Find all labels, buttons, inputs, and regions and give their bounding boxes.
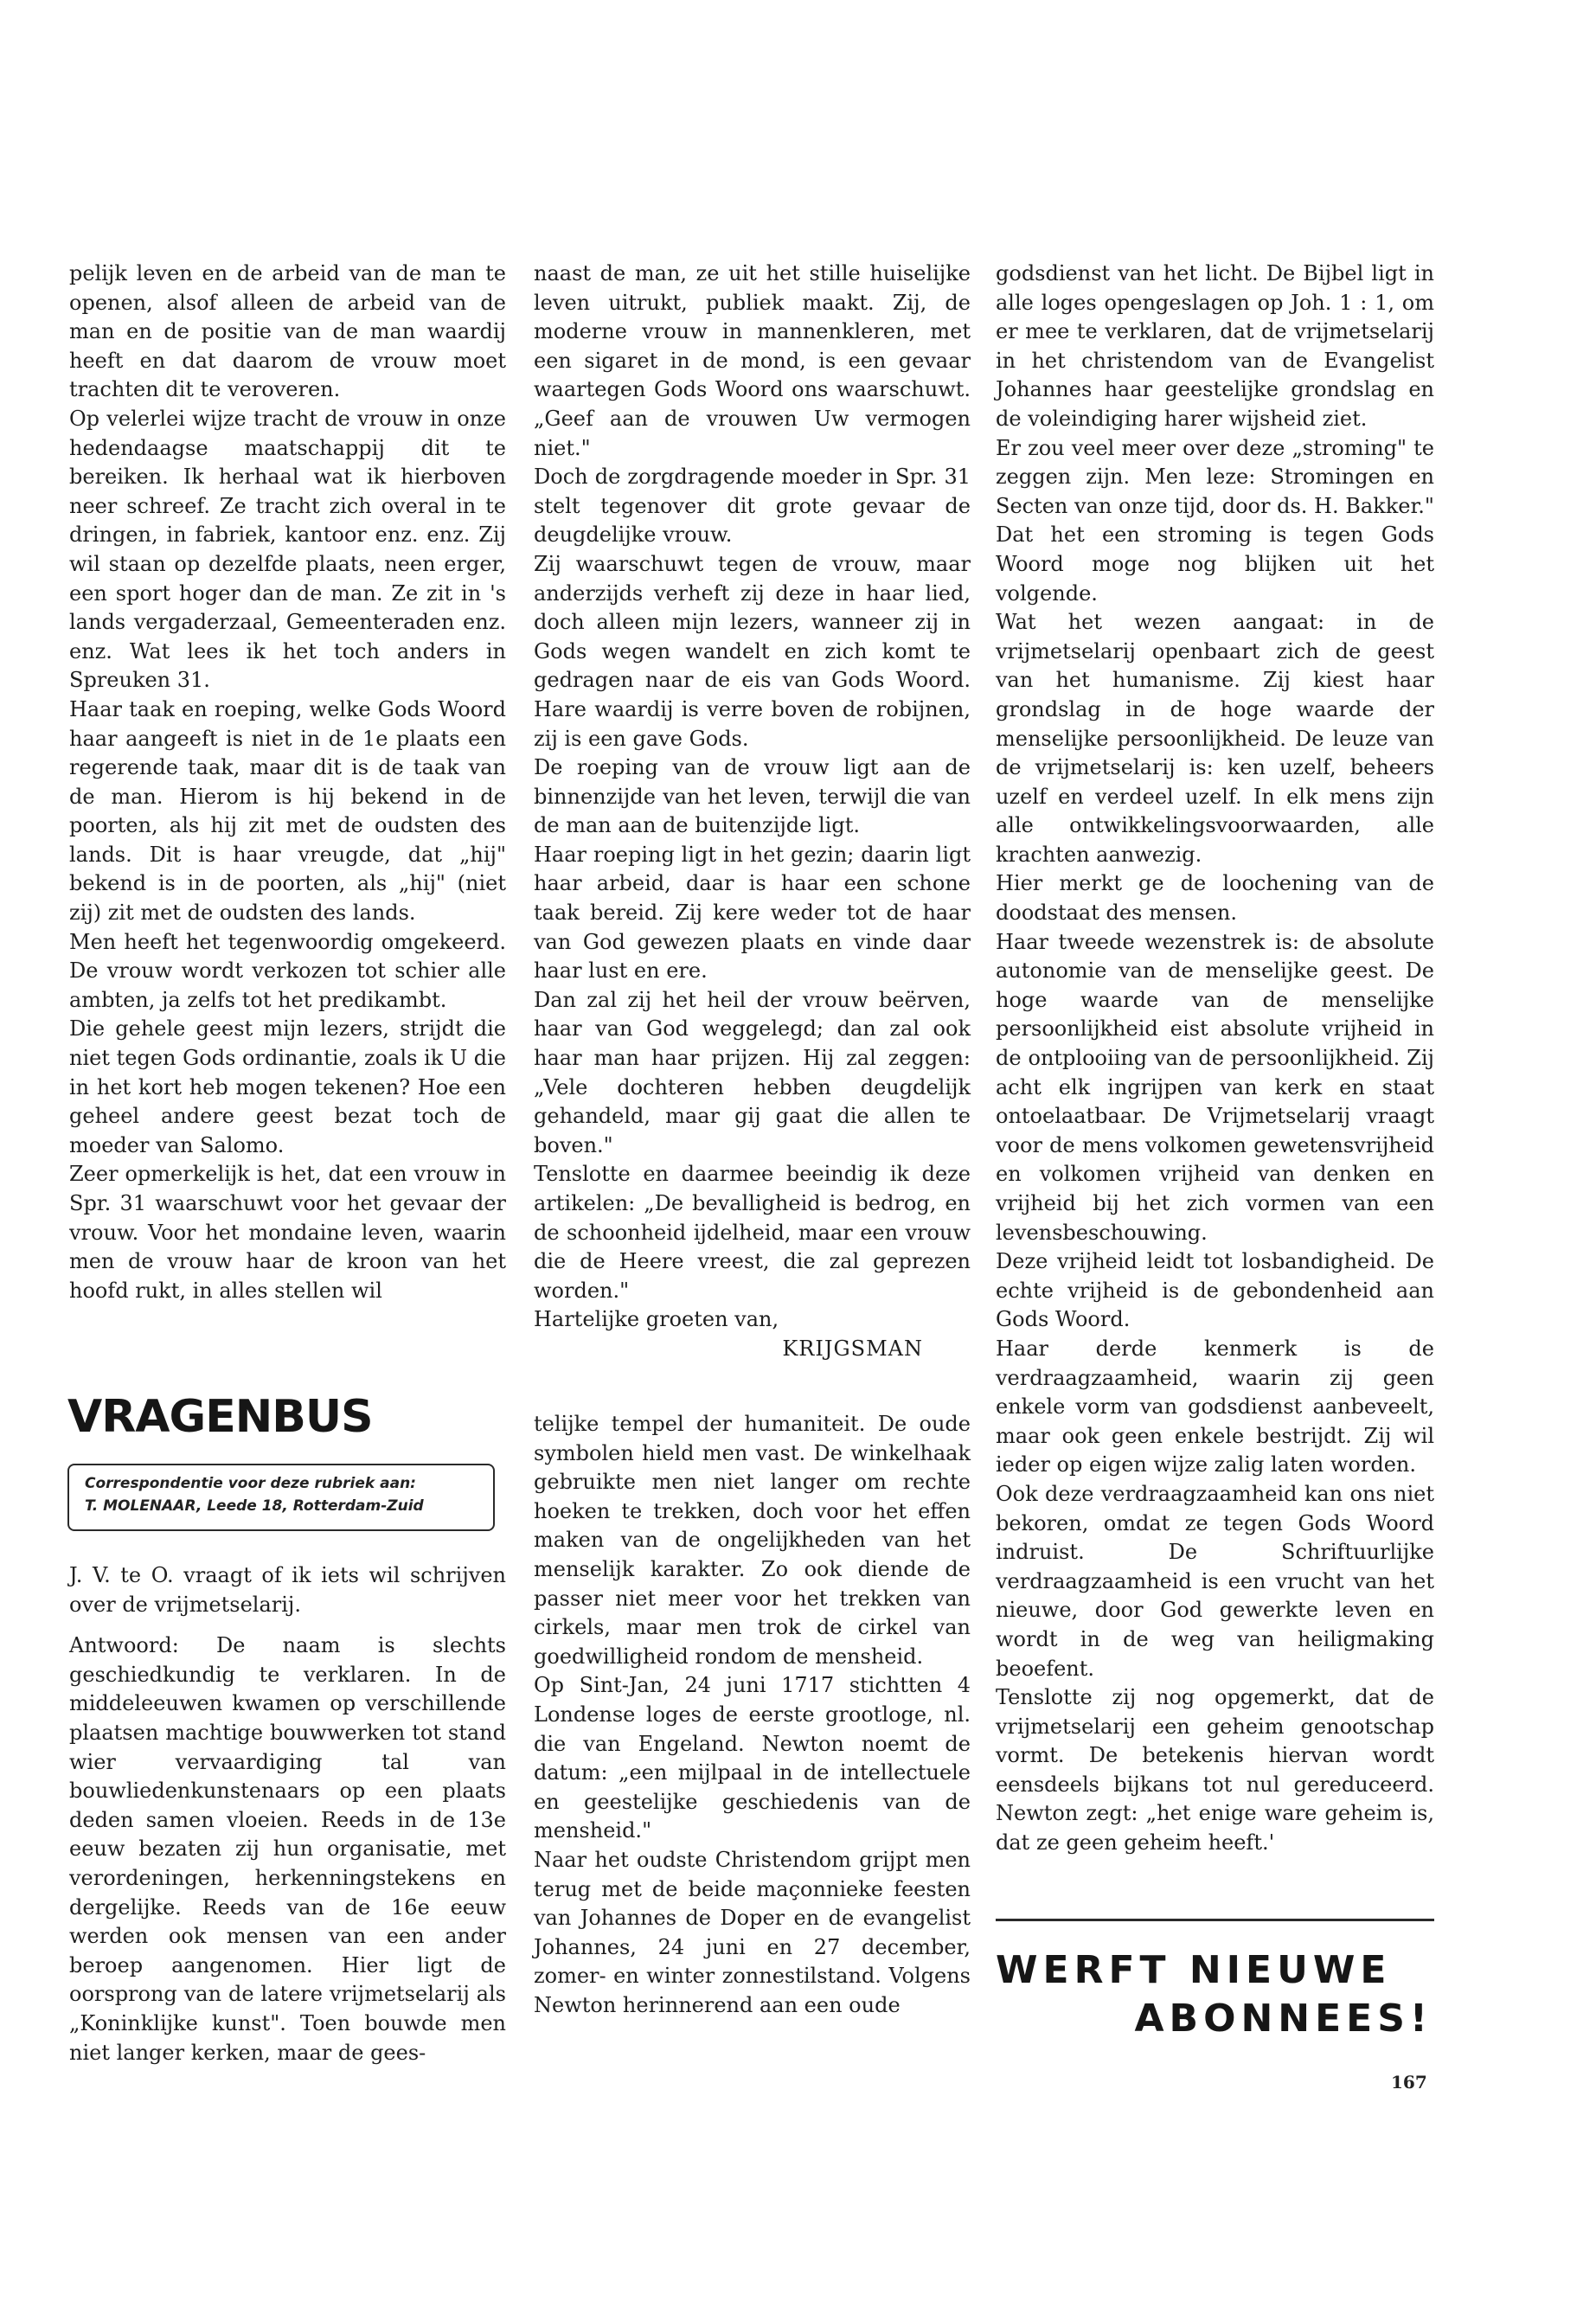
- paragraph: Haar taak en roeping, welke Gods Woord haar aangeeft is niet in de 1e plaats een regerende taak, maar dit is de taak van de man. Hierom is hij bekend in de poorten, als hij zit met de oudsten des lands. Dit is haar vreugde, dat „hij" bekend is in de poorten, als „hij" (niet zij) zit met de oudsten des lands.: [69, 696, 506, 926]
- paragraph: Op Sint-Jan, 24 juni 1717 stichtten 4 Londense loges de eerste grootloge, nl. die van Engeland. Newton noemt de datum: „een mijlpaal in de intellectuele en geestelijke geschiedenis van de mensheid.": [534, 1673, 971, 1843]
- paragraph: Antwoord: De naam is slechts geschiedkundig te verklaren. In de middeleeuwen kwamen op verschillende plaatsen machtige bouwwerken tot stand wier vervaardiging tal van bouwliedenkunstenaars op een plaats deden samen vloeien. Reeds in de 13e eeuw bezaten zij hun organisatie, met verordeningen, herkenningstekens en dergelijke. Reeds van de 16e eeuw werden ook mensen van een ander beroep aangenomen. Hier ligt de oorsprong van de latere vrijmetselarij als „Koninklijke kunst". Toen bouwde men niet langer kerken, maar de gees-: [69, 1633, 506, 2065]
- paragraph: Tenslotte en daarmee beeindig ik deze artikelen: „De bevalligheid is bedrog, en de schoonheid ijdelheid, maar een vrouw die de Heere vreest, die zal geprezen worden.": [534, 1162, 971, 1303]
- paragraph: godsdienst van het licht. De Bijbel ligt in alle loges opengeslagen op Joh. 1 : 1, om er mee te verklaren, dat de vrijmetselarij in het christendom van de Evangelist Johannes haar geestelijke grondslag en de voleindiging harer wijsheid ziet.: [996, 261, 1434, 431]
- paragraph: Wat het wezen aangaat: in de vrijmetselarij openbaart zich de geest van het humanisme. Zij kiest haar grondslag in de hoge waarde der menselijke persoonlijkheid. De leuze van de vrijmetselarij is: ken uzelf, beheers uzelf en verdeel uzelf. In elk mens zijn alle ontwikkelingsvoorwaarden, alle krachten aanwezig.: [996, 610, 1434, 867]
- author-signature: KRIJGSMAN: [782, 1336, 923, 1361]
- paragraph: Haar tweede wezenstrek is: de absolute autonomie van de menselijke geest. De hoge waarde van de menselijke persoonlijkheid eist absolute vrijheid in de ontplooiing van de persoonlijkheid. Zij acht elk ingrijpen van kerk en staat ontoelaatbaar. De Vrijmetselarij vraagt voor de mens volkomen gewetensvrijheid en volkomen vrijheid van denken en vrijheid bij het zich vormen van een levensbeschouwing.: [996, 929, 1434, 1245]
- paragraph: Zeer opmerkelijk is het, dat een vrouw in Spr. 31 waarschuwt voor het gevaar der vrouw. Voor het mondaine leven, waarin men de vrouw haar de kroon van het hoofd rukt, in alles stellen wil: [69, 1162, 506, 1303]
- vragenbus-column-2: [534, 1410, 971, 2020]
- paragraph: Haar derde kenmerk is de verdraagzaamheid, waarin zij geen enkele vorm van godsdienst aanbeveelt, maar ook geen enkele bestrijdt. Zij wil ieder op eigen wijze zalig laten worden.: [996, 1336, 1434, 1477]
- paragraph: pelijk leven en de arbeid van de man te openen, alsof alleen de arbeid van de man en de positie van de man waardij heeft en dat daarom de vrouw moet trachten dit te veroveren.: [69, 261, 506, 402]
- correspondence-address: T. MOLENAAR, Leede 18, Rotterdam-Zuid: [85, 1497, 424, 1515]
- promo-line-1: WERFT NIEUWE: [996, 1948, 1392, 1992]
- paragraph: Men heeft het tegenwoordig omgekeerd. De vrouw wordt verkozen tot schier alle ambten, ja zelfs tot het predikambt.: [69, 929, 506, 1012]
- paragraph: naast de man, ze uit het stille huiselijke leven uitrukt, publiek maakt. Zij, de moderne vrouw in mannenkleren, met een sigaret in de mond, is een gevaar waartegen Gods Woord ons waarschuwt. „Geef aan de vrouwen Uw vermogen niet.": [534, 261, 971, 460]
- paragraph: Haar roeping ligt in het gezin; daarin ligt haar arbeid, daar is haar een schone taak bereid. Zij kere weder tot de haar van God gewezen plaats en vinde daar haar lust en ere.: [534, 842, 971, 984]
- vragenbus-column-1: [69, 1561, 506, 2067]
- paragraph: Die gehele geest mijn lezers, strijdt die niet tegen Gods ordinantie, zoals ik U die in het kort heb mogen tekenen? Hoe een geheel andere geest bezat toch de moeder van Salomo.: [69, 1016, 506, 1157]
- paragraph: Ook deze verdraagzaamheid kan ons niet bekoren, omdat ze tegen Gods Woord indruist. De Schriftuurlijke verdraagzaamheid is een vrucht van het nieuwe, door God gewerkte leven en wordt in de weg van heiligmaking beoefent.: [996, 1481, 1434, 1681]
- paragraph: Hier merkt ge de loochening van de doodstaat des mensen.: [996, 871, 1434, 926]
- paragraph: Deze vrijheid leidt tot losbandigheid. De echte vrijheid is de gebondenheid aan Gods Woord.: [996, 1249, 1434, 1332]
- paragraph: Tenslotte zij nog opgemerkt, dat de vrijmetselarij een geheim genootschap vormt. De betekenis hiervan wordt eensdeels bijkans tot nul gereduceerd. Newton zegt: „het enige ware geheim is, dat ze geen geheim heeft.': [996, 1685, 1434, 1856]
- page-number: 167: [1391, 2072, 1427, 2093]
- paragraph: Doch de zorgdragende moeder in Spr. 31 stelt tegenover dit grote gevaar de deugdelijke vrouw.: [534, 465, 971, 548]
- paragraph: Zij waarschuwt tegen de vrouw, maar anderzijds verheft zij deze in haar lied, doch alleen mijn lezers, wanneer zij in Gods wegen wandelt en zich komt te gedragen naar de eis van Gods Woord. Hare waardij is verre boven de robijnen, zij is een gave Gods.: [534, 551, 971, 751]
- subscription-promo: [996, 1946, 1433, 2043]
- paragraph: Er zou veel meer over deze „stroming" te zeggen zijn. Men leze: Stromingen en Secten van onze tijd, door ds. H. Bakker.": [996, 435, 1434, 518]
- paragraph: Dat het een stroming is tegen Gods Woord moge nog blijken uit het volgende.: [996, 522, 1434, 606]
- article-column-2: [534, 260, 971, 1364]
- article-column-1: [69, 260, 506, 1305]
- promo-line-2: ABONNEES!: [1134, 1997, 1433, 2041]
- paragraph: Naar het oudste Christendom grijpt men terug met de beide maçonnieke feesten van Johannes de Doper en de evangelist Johannes, 24 juni en 27 december, zomer- en winter zonnestilstand. Volgens Newton herinnerend aan een oude: [534, 1847, 971, 2017]
- paragraph: Dan zal zij het heil der vrouw beërven, haar van God weggelegd; dan zal ook haar man haar prijzen. Hij zal zeggen: „Vele dochteren hebben deugdelijk gehandeld, maar gij gaat die allen te boven.": [534, 987, 971, 1157]
- paragraph: Hartelijke groeten van,: [534, 1307, 779, 1332]
- paragraph: De roeping van de vrouw ligt aan de binnenzijde van het leven, terwijl die van de man aan de buitenzijde ligt.: [534, 755, 971, 838]
- correspondence-label: Correspondentie voor deze rubriek aan:: [85, 1475, 416, 1492]
- paragraph: Op velerlei wijze tracht de vrouw in onze hedendaagse maatschappij dit te bereiken. Ik herhaal wat ik hierboven neer schreef. Ze tracht zich overal in te dringen, in fabriek, kantoor enz. enz. Zij wil staan op dezelfde plaats, neen erger, een sport hoger dan de man. Ze zit in 's lands vergaderzaal, Gemeenteraden enz. enz. Wat lees ik het toch anders in Spreuken 31.: [69, 406, 506, 693]
- question-text: J. V. te O. vraagt of ik iets wil schrijven over de vrijmetselarij.: [69, 1563, 506, 1617]
- section-title-vragenbus: VRAGENBUS: [67, 1391, 373, 1443]
- vragenbus-column-3: [996, 260, 1434, 1858]
- correspondence-box: [67, 1464, 495, 1531]
- section-divider: [996, 1919, 1434, 1921]
- paragraph: telijke tempel der humaniteit. De oude symbolen hield men vast. De winkelhaak gebruikte men niet langer om rechte hoeken te trekken, doch voor het effen maken van de ongelijkheden van het menselijk karakter. Zo ook diende de passer niet meer voor het trekken van cirkels, maar men trok de cirkel van goedwilligheid rondom de mensheid.: [534, 1412, 971, 1669]
